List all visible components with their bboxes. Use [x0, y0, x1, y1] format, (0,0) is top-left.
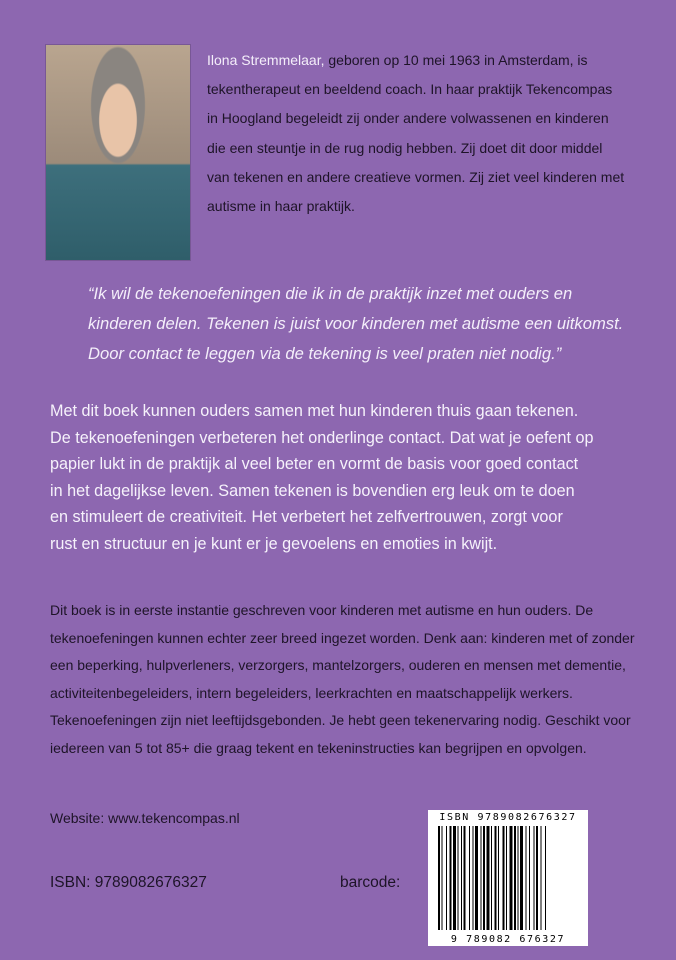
intro-line-6: rust en structuur en je kunt er je gevoelens en emoties in kwijt.: [50, 534, 498, 553]
barcode-bar: [469, 826, 470, 930]
barcode-bar: [464, 826, 466, 930]
barcode-bar: [503, 826, 505, 930]
barcode-bars: [436, 826, 580, 930]
barcode-label: barcode:: [340, 874, 401, 891]
author-bio: [207, 46, 627, 221]
barcode-bar: [483, 826, 485, 930]
author-quote: [88, 279, 648, 369]
barcode-bar: [495, 826, 497, 930]
barcode-bar: [506, 826, 507, 930]
barcode-bar: [487, 826, 490, 930]
barcode-bar: [526, 826, 527, 930]
barcode-bar: [481, 826, 482, 930]
barcode-bar: [475, 826, 478, 930]
barcode-bar: [461, 826, 462, 930]
barcode-bar: [514, 826, 516, 930]
barcode-bar: [518, 826, 519, 930]
barcode-bar: [534, 826, 535, 930]
barcode-bar: [529, 826, 530, 930]
author-bio-text: geboren op 10 mei 1963 in Amsterdam, is tekentherapeut en beeldend coach. In haar praktijk Tekencompas in Hoogland begeleidt zij onder andere volwassenen en kinderen die een steuntje in de rug nodig hebben. Zij doet dit door middel van tekenen en andere creatieve vormen. Zij ziet veel kinderen met autisme in haar praktijk.: [207, 52, 625, 215]
barcode-top-text: ISBN 9789082676327: [439, 812, 577, 823]
barcode-bar: [498, 826, 499, 930]
barcode-bar: [510, 826, 513, 930]
barcode-bar: [442, 826, 443, 930]
audience-paragraph: Dit boek is in eerste instantie geschreven voor kinderen met autisme en hun ouders. De tekenoefeningen kunnen echter zeer breed ingezet worden. Denk aan: kinderen met of zonder een beperking, hulpverleners, verzorgers, mantelzorgers, ouderen en mensen met dementie, activiteitenbegeleiders, intern begeleiders, leerkrachten en maatschappelijk werkers. Tekenoefeningen zijn niet leeftijdsgebonden. Je hebt geen tekenervaring nodig. Geschikt voor iedereen van 5 tot 85+ die graag tekent en tekeninstructies kan begrijpen en opvolgen.: [50, 602, 635, 756]
intro-line-3: papier lukt in de praktijk al veel beter en vormt de basis voor goed contact: [50, 455, 579, 473]
barcode-bottom-text: 9 789082 676327: [450, 934, 566, 945]
barcode-bar: [541, 826, 542, 930]
author-name: Ilona Stremmelaar,: [207, 52, 325, 68]
barcode-bar: [536, 826, 538, 930]
barcode-bar: [446, 826, 447, 930]
quote-line-2: kinderen delen. Tekenen is juist voor kinderen met autisme een uitkomst.: [88, 314, 624, 333]
intro-line-2: De tekenoefeningen verbeteren het onderlinge contact. Dat wat je oefent op: [50, 428, 594, 447]
website-text: Website: www.tekencompas.nl: [50, 810, 240, 826]
intro-paragraph: [50, 398, 650, 557]
barcode: [428, 810, 588, 946]
barcode-bar: [438, 826, 440, 930]
intro-line-4: in het dagelijkse leven. Samen tekenen is bovendien erg leuk om te doen: [50, 481, 575, 500]
author-photo: [46, 45, 190, 260]
intro-line-1: Met dit boek kunnen ouders samen met hun kinderen thuis gaan tekenen.: [50, 402, 579, 420]
barcode-bar: [545, 826, 546, 930]
isbn-text: ISBN: 9789082676327: [50, 874, 207, 891]
barcode-bar: [458, 826, 459, 930]
barcode-bar: [453, 826, 456, 930]
quote-line-1: “Ik wil de tekenoefeningen die ik in de praktijk inzet met ouders en: [88, 284, 573, 303]
quote-line-3: Door contact te leggen via de tekening is veel praten niet nodig.”: [88, 344, 562, 363]
barcode-bar: [491, 826, 492, 930]
intro-line-5: en stimuleert de creativiteit. Het verbetert het zelfvertrouwen, zorgt voor: [50, 508, 563, 526]
barcode-bar: [473, 826, 474, 930]
barcode-bar: [450, 826, 452, 930]
barcode-bar: [520, 826, 523, 930]
